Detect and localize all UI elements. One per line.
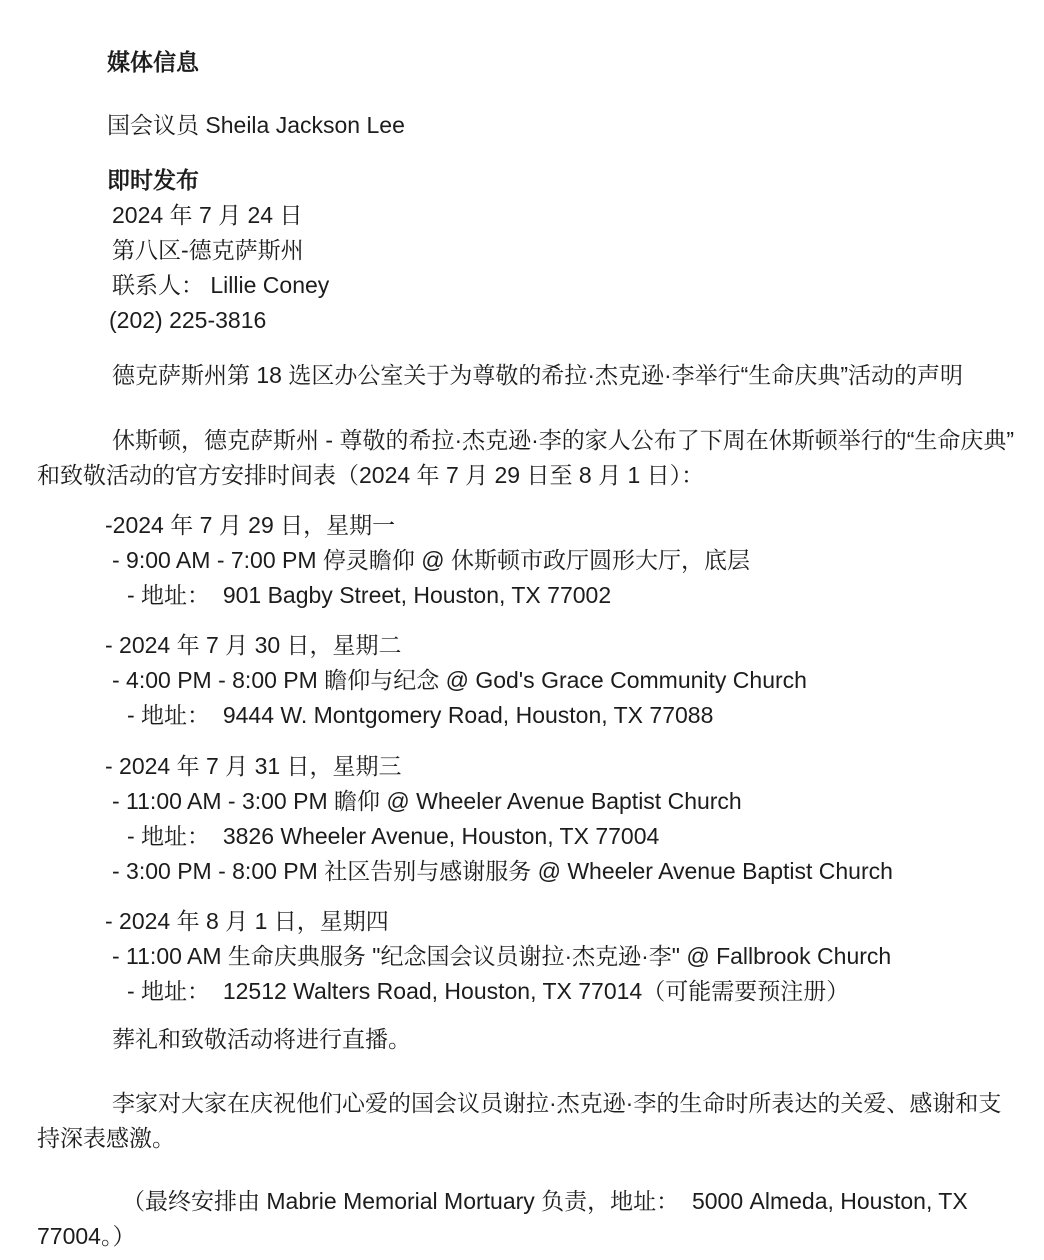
schedule-day-2-line: - 地址： 9444 W. Montgomery Road, Houston, TX 77088 bbox=[127, 702, 714, 728]
document-body bbox=[37, 45, 1016, 1254]
mortuary-note-line: （最终安排由 Mabrie Memorial Mortuary 负责，地址： 5000 Almeda, Houston, TX bbox=[122, 1188, 968, 1214]
intro-paragraph-line: 休斯顿，德克萨斯州 - 尊敬的希拉·杰克逊·李的家人公布了下周在休斯顿举行的“生命庆典” bbox=[112, 427, 1015, 453]
media-info-heading-line: 媒体信息 bbox=[107, 49, 199, 75]
schedule-day-4-line: - 地址： 12512 Walters Road, Houston, TX 77014（可能需要预注册） bbox=[127, 978, 850, 1004]
livestream-note-line: 葬礼和致敬活动将进行直播。 bbox=[112, 1026, 411, 1052]
livestream-note bbox=[37, 1022, 1016, 1057]
mortuary-note bbox=[37, 1184, 1016, 1254]
congressmember-name-line: 国会议员 Sheila Jackson Lee bbox=[107, 112, 405, 138]
statement-title-line: 德克萨斯州第 18 选区办公室关于为尊敬的希拉·杰克逊·李举行“生命庆典”活动的声明 bbox=[112, 362, 963, 388]
schedule-day-1-line: -2024 年 7 月 29 日，星期一 bbox=[105, 512, 396, 538]
mortuary-note-line: 77004。） bbox=[37, 1223, 136, 1249]
release-info-line: (202) 225-3816 bbox=[109, 307, 267, 333]
schedule-day-3-line: - 11:00 AM - 3:00 PM 瞻仰 @ Wheeler Avenue Baptist Church bbox=[112, 788, 742, 814]
schedule-day-1-line: - 地址： 901 Bagby Street, Houston, TX 77002 bbox=[127, 582, 612, 608]
schedule-day-3-line: - 3:00 PM - 8:00 PM 社区告别与感谢服务 @ Wheeler Avenue Baptist Church bbox=[112, 858, 893, 884]
congressmember-name bbox=[37, 108, 1016, 143]
schedule-day-3 bbox=[37, 749, 1016, 889]
release-info bbox=[37, 163, 1016, 338]
release-info-line: 即时发布 bbox=[107, 167, 199, 193]
schedule-day-2 bbox=[37, 628, 1016, 733]
schedule-day-1-line: - 9:00 AM - 7:00 PM 停灵瞻仰 @ 休斯顿市政厅圆形大厅，底层 bbox=[112, 547, 751, 573]
schedule-day-4 bbox=[37, 904, 1016, 1009]
family-thanks-line: 持深表感激。 bbox=[37, 1125, 175, 1151]
schedule-day-4-line: - 11:00 AM 生命庆典服务 "纪念国会议员谢拉·杰克逊·李" @ Fallbrook Church bbox=[112, 943, 892, 969]
schedule-day-2-line: - 2024 年 7 月 30 日，星期二 bbox=[105, 632, 402, 658]
family-thanks bbox=[37, 1086, 1016, 1156]
family-thanks-line: 李家对大家在庆祝他们心爱的国会议员谢拉·杰克逊·李的生命时所表达的关爱、感谢和支 bbox=[112, 1090, 1002, 1116]
schedule-day-3-line: - 地址： 3826 Wheeler Avenue, Houston, TX 77004 bbox=[127, 823, 660, 849]
schedule-day-1 bbox=[37, 508, 1016, 613]
release-info-line: 2024 年 7 月 24 日 bbox=[112, 202, 303, 228]
statement-title bbox=[37, 358, 1016, 393]
schedule-day-4-line: - 2024 年 8 月 1 日，星期四 bbox=[105, 908, 389, 934]
schedule-day-3-line: - 2024 年 7 月 31 日，星期三 bbox=[105, 753, 402, 779]
media-info-heading bbox=[37, 45, 1016, 80]
release-info-line: 第八区-德克萨斯州 bbox=[112, 237, 304, 263]
intro-paragraph bbox=[37, 423, 1016, 493]
schedule-day-2-line: - 4:00 PM - 8:00 PM 瞻仰与纪念 @ God's Grace Community Church bbox=[112, 667, 807, 693]
release-info-line: 联系人： Lillie Coney bbox=[112, 272, 330, 298]
intro-paragraph-line: 和致敬活动的官方安排时间表（2024 年 7 月 29 日至 8 月 1 日）： bbox=[37, 462, 705, 488]
